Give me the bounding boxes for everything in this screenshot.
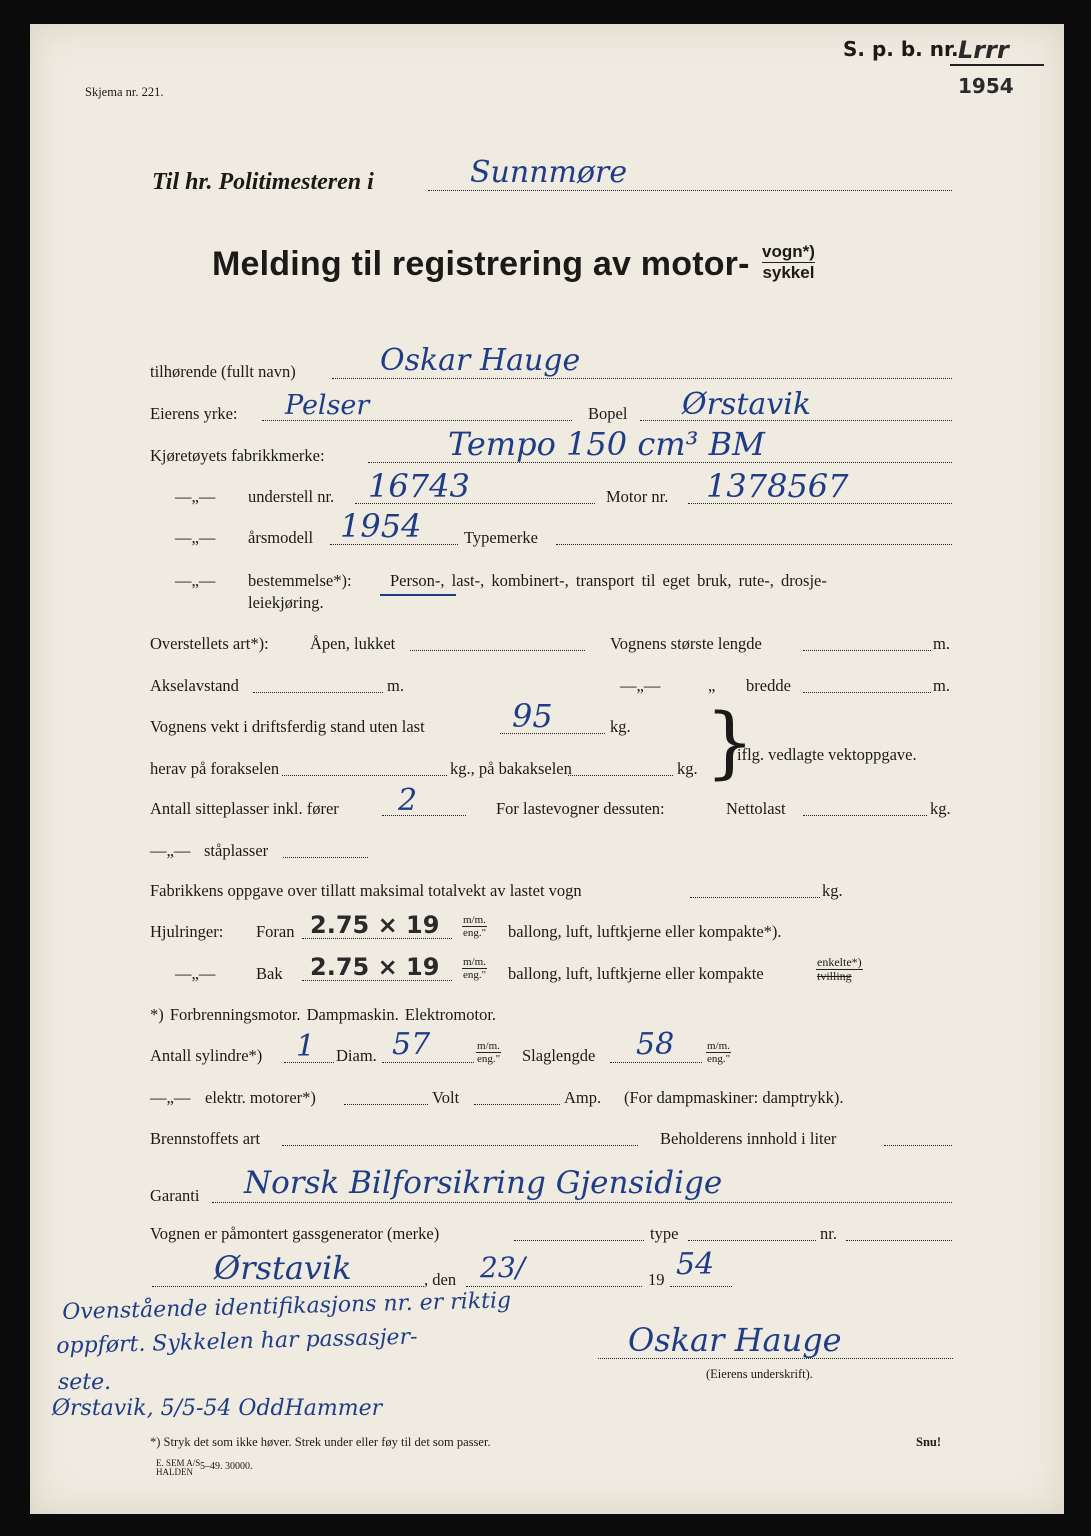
addressee-line: [428, 190, 952, 191]
front-wheel-label: Foran: [256, 922, 295, 941]
body-line: [410, 650, 585, 651]
stroke-unit-frac: [706, 1040, 731, 1065]
rear-unit-frac: [462, 956, 487, 981]
chassis-label: understell nr.: [248, 487, 335, 506]
stroke-value: 58: [636, 1027, 675, 1062]
gas-type-label: type: [650, 1224, 679, 1243]
max-weight-line: [690, 897, 820, 898]
fuel-line: [282, 1145, 638, 1146]
make-value: Tempo 150 cm³ BM: [448, 425, 765, 463]
model-year-label: årsmodell: [248, 528, 314, 547]
electric-dash: —„—: [150, 1088, 191, 1107]
rear-wheel-label: Bak: [256, 964, 283, 983]
length-label: Vognens største lengde: [610, 634, 762, 653]
axle-unit: m.: [387, 676, 404, 695]
model-dash: —„—: [175, 528, 216, 547]
steam-note: (For dampmaskiner: damptrykk).: [624, 1088, 844, 1107]
purpose-options: Person-, last-, kombinert-, transport til eget bruk, rute-, drosje-: [390, 571, 827, 590]
weight-value: 95: [512, 697, 553, 735]
weight-label: Vognens vekt i driftsferdig stand uten last: [150, 717, 425, 736]
type-label: Typemerke: [464, 528, 538, 547]
length-unit: m.: [933, 634, 950, 653]
weight-brace: }: [705, 698, 755, 788]
weight-unit: kg.: [610, 717, 631, 736]
note-line-4: Ørstavik, 5/5-54 OddHammer: [52, 1396, 383, 1421]
spb-number: Lrrr: [958, 36, 1009, 64]
note-line-3: sete.: [58, 1370, 112, 1395]
diam-unit-eng: eng.": [477, 1053, 501, 1065]
cylinders-label: Antall sylindre*): [150, 1046, 263, 1065]
date-label: , den: [424, 1270, 457, 1289]
gas-line: [514, 1240, 644, 1241]
width-unit: m.: [933, 676, 950, 695]
form-number: Skjema nr. 221.: [85, 85, 164, 99]
tank-label: Beholderens innhold i liter: [660, 1129, 837, 1148]
front-axle-label: herav på forakselen: [150, 759, 280, 778]
max-weight-unit: kg.: [822, 881, 843, 900]
turn-over: Snu!: [916, 1435, 942, 1449]
weight-note: iflg. vedlagte vektoppgave.: [737, 745, 917, 764]
stroke-line: [610, 1062, 702, 1063]
single-twin-frac: [816, 956, 863, 983]
diam-line: [382, 1062, 474, 1063]
amp-label: Amp.: [564, 1088, 602, 1107]
gas-nr-label: nr.: [820, 1224, 837, 1243]
axle-line: [253, 692, 383, 693]
engine-types: *) Forbrenningsmotor. Dampmaskin. Elektromotor.: [150, 1005, 497, 1024]
title-fraction: [762, 242, 815, 283]
electric-label: elektr. motorer*): [205, 1088, 316, 1107]
title-frac-top: vogn*): [762, 242, 815, 261]
netload-unit: kg.: [930, 799, 951, 818]
netload-line: [803, 815, 927, 816]
printer-city: HALDEN: [156, 1467, 193, 1477]
occupation-label: Eierens yrke:: [150, 404, 238, 423]
twin-option: tvilling: [817, 969, 852, 983]
signature-label: (Eierens underskrift).: [706, 1367, 813, 1381]
spb-label: S. p. b. nr.: [843, 37, 959, 61]
width-ditto: „: [708, 676, 716, 695]
front-unit-mm: m/m.: [463, 914, 486, 926]
chassis-dash: —„—: [175, 487, 216, 506]
electric-line: [344, 1104, 428, 1105]
diam-unit-mm: m/m.: [477, 1040, 500, 1052]
chassis-value: 16743: [368, 467, 470, 505]
rear-unit-eng: eng.": [463, 969, 487, 981]
owner-label: tilhørende (fullt navn): [150, 362, 296, 381]
form-title: Melding til registrering av motor-: [212, 245, 750, 283]
gas-type-line: [688, 1240, 816, 1241]
wheels-label: Hjulringer:: [150, 922, 224, 941]
fuel-label: Brennstoffets art: [150, 1129, 261, 1148]
printer-run: 5–49. 30000.: [200, 1461, 253, 1472]
width-line: [803, 692, 931, 693]
width-dash: —„—: [620, 676, 661, 695]
purpose-person-underline: [380, 594, 456, 596]
single-option: enkelte*): [817, 955, 862, 969]
front-unit-eng: eng.": [463, 927, 487, 939]
seats-value: 2: [398, 783, 418, 818]
body-value: Åpen, lukket: [310, 634, 396, 653]
date-line: [466, 1286, 642, 1287]
insurance-line: [212, 1202, 952, 1203]
footnote: *) Stryk det som ikke høver. Strek under eller føy til det som passer.: [150, 1435, 491, 1449]
owner-line: [332, 378, 952, 379]
width-label: bredde: [746, 676, 791, 695]
rear-axle-line: [568, 775, 673, 776]
year-prefix: 19: [648, 1270, 665, 1289]
seats-label: Antall sitteplasser inkl. fører: [150, 799, 339, 818]
standing-dash: —„—: [150, 841, 191, 860]
stroke-unit-eng: eng.": [707, 1053, 731, 1065]
rear-wheel-value: 2.75 × 19: [310, 953, 440, 981]
stroke-unit-mm: m/m.: [707, 1040, 730, 1052]
addressee-label: Til hr. Politimesteren i: [152, 169, 374, 195]
cylinders-value: 1: [296, 1029, 316, 1064]
occupation-value: Pelser: [285, 390, 370, 421]
diam-unit-frac: [476, 1040, 501, 1065]
max-weight-label: Fabrikkens oppgave over tillatt maksimal totalvekt av lastet vogn: [150, 881, 582, 900]
year-value: 54: [676, 1247, 715, 1282]
motor-label: Motor nr.: [606, 487, 669, 506]
addressee-value: Sunnmøre: [470, 155, 628, 190]
insurance-label: Garanti: [150, 1186, 200, 1205]
spb-underline: [950, 64, 1044, 66]
front-tyre-types: ballong, luft, luftkjerne eller kompakte*).: [508, 922, 782, 941]
type-line: [556, 544, 952, 545]
rear-tyre-types: ballong, luft, luftkjerne eller kompakte: [508, 964, 764, 983]
residence-label: Bopel: [588, 404, 628, 423]
volt-label: Volt: [432, 1088, 460, 1107]
rear-axle-unit: kg.: [677, 759, 698, 778]
motor-value: 1378567: [706, 467, 849, 505]
standing-line: [283, 857, 368, 858]
make-label: Kjøretøyets fabrikkmerke:: [150, 446, 325, 465]
residence-value: Ørstavik: [682, 387, 811, 422]
year-line: [670, 1286, 732, 1287]
note-line-2: oppført. Sykkelen har passasjer-: [55, 1324, 418, 1359]
purpose-options-cont: leiekjøring.: [248, 593, 324, 612]
front-unit-frac: [462, 914, 487, 939]
purpose-dash: —„—: [175, 571, 216, 590]
owner-signature: Oskar Hauge: [628, 1321, 842, 1359]
rear-unit-mm: m/m.: [463, 956, 486, 968]
owner-value: Oskar Hauge: [380, 343, 581, 378]
tank-line: [884, 1145, 952, 1146]
front-wheel-value: 2.75 × 19: [310, 911, 440, 939]
netload-label: Nettolast: [726, 799, 786, 818]
lorry-label: For lastevogner dessuten:: [496, 799, 665, 818]
diam-value: 57: [392, 1027, 431, 1062]
standing-label: ståplasser: [204, 841, 269, 860]
length-line: [803, 650, 931, 651]
note-line-1: Ovenstående identifikasjons nr. er riktig: [61, 1288, 512, 1325]
gas-nr-line: [846, 1240, 952, 1241]
title-frac-bottom: sykkel: [762, 263, 815, 282]
rear-wheel-dash: —„—: [175, 964, 216, 983]
axle-label: Akselavstand: [150, 676, 239, 695]
spb-year: 1954: [958, 74, 1014, 98]
volt-line: [474, 1104, 560, 1105]
insurance-value: Norsk Bilforsikring Gjensidige: [244, 1165, 723, 1201]
gas-label: Vognen er påmontert gassgenerator (merke): [150, 1224, 440, 1243]
diam-label: Diam.: [336, 1046, 377, 1065]
printer-name: E. SEM A/S: [156, 1458, 201, 1468]
front-axle-line: [282, 775, 447, 776]
body-label: Overstellets art*):: [150, 634, 269, 653]
stroke-label: Slaglengde: [522, 1046, 596, 1065]
seats-line: [382, 815, 466, 816]
model-year-value: 1954: [340, 507, 422, 545]
place-value: Ørstavik: [214, 1249, 352, 1287]
date-value: 23/: [480, 1251, 526, 1284]
rear-axle-label: kg., på bakakselen: [450, 759, 572, 778]
purpose-label: bestemmelse*):: [248, 571, 352, 590]
